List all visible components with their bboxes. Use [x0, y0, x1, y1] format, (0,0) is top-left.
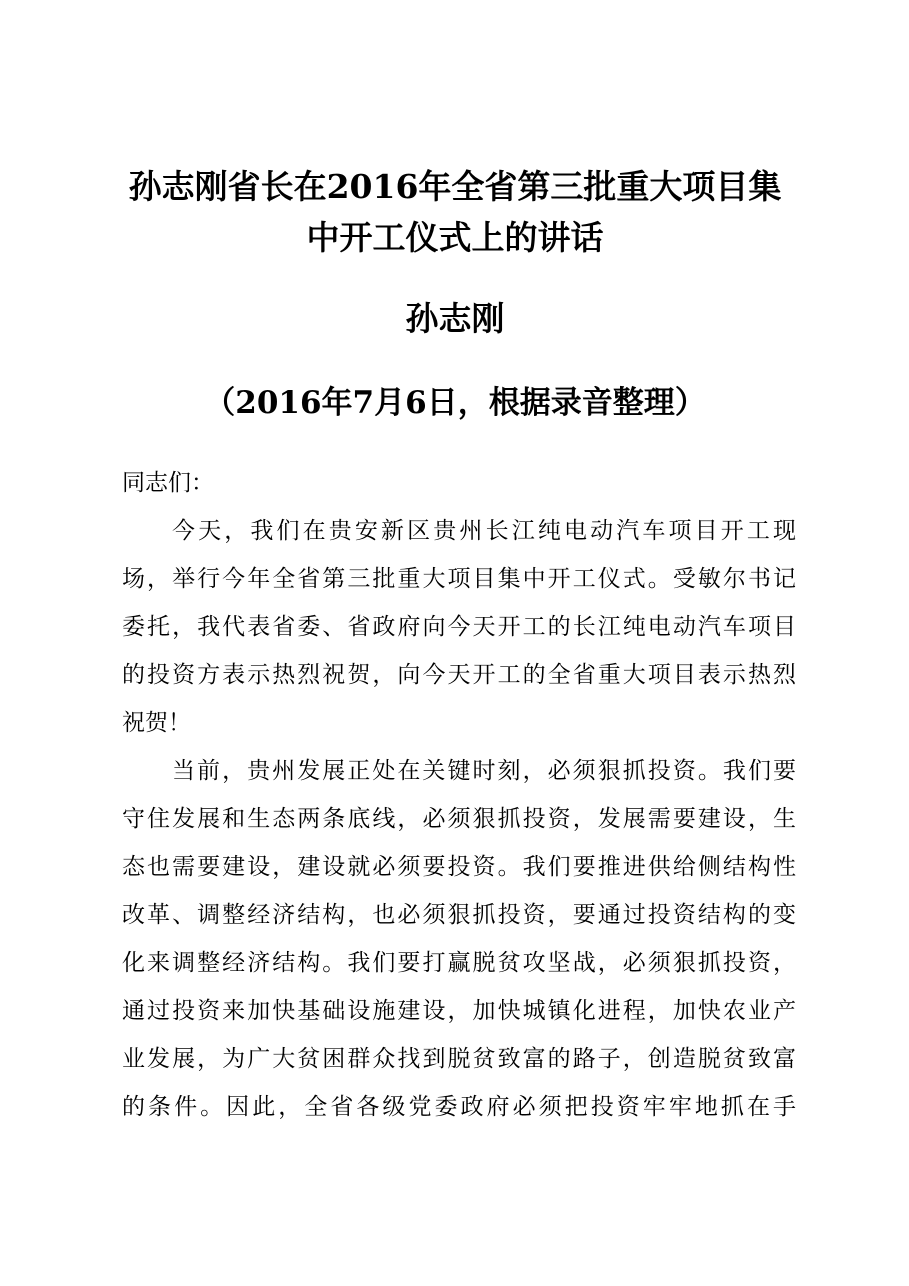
paragraph-2-line: 当前，贵州发展正处在关键时刻，必须狠抓投资。我们要 — [172, 758, 796, 784]
paragraph-1-line: 的投资方表示热烈祝贺，向今天开工的全省重大项目表示热烈 — [122, 662, 796, 688]
paragraph-2-line: 业发展，为广大贫困群众找到脱贫致富的路子，创造脱贫致富 — [122, 1046, 796, 1072]
document-title-line-2: 中开工仪式上的讲话 — [306, 218, 604, 257]
paragraph-1-line: 祝贺！ — [122, 710, 191, 736]
paragraph-1-line: 场，举行今年全省第三批重大项目集中开工仪式。受敏尔书记 — [122, 566, 796, 592]
paragraph-2-line: 态也需要建设，建设就必须要投资。我们要推进供给侧结构性 — [122, 854, 796, 880]
salutation: 同志们： — [122, 470, 214, 496]
document-title-line-1: 孙志刚省长在2016年全省第三批重大项目集 — [128, 167, 782, 206]
paragraph-2-line: 守住发展和生态两条底线，必须狠抓投资，发展需要建设，生 — [122, 806, 796, 832]
document-author: 孙志刚 — [405, 299, 505, 338]
document-date: （2016年7月6日，根据录音整理） — [204, 385, 706, 421]
paragraph-2-line: 改革、调整经济结构，也必须狠抓投资，要通过投资结构的变 — [122, 902, 796, 928]
paragraph-2-line: 的条件。因此，全省各级党委政府必须把投资牢牢地抓在手 — [122, 1094, 796, 1120]
paragraph-1-line: 今天，我们在贵安新区贵州长江纯电动汽车项目开工现 — [172, 518, 796, 544]
paragraph-1-line: 委托，我代表省委、省政府向今天开工的长江纯电动汽车项目 — [122, 614, 796, 640]
paragraph-2-line: 化来调整经济结构。我们要打赢脱贫攻坚战，必须狠抓投资， — [122, 950, 796, 976]
paragraph-2-line: 通过投资来加快基础设施建设，加快城镇化进程，加快农业产 — [122, 998, 796, 1024]
